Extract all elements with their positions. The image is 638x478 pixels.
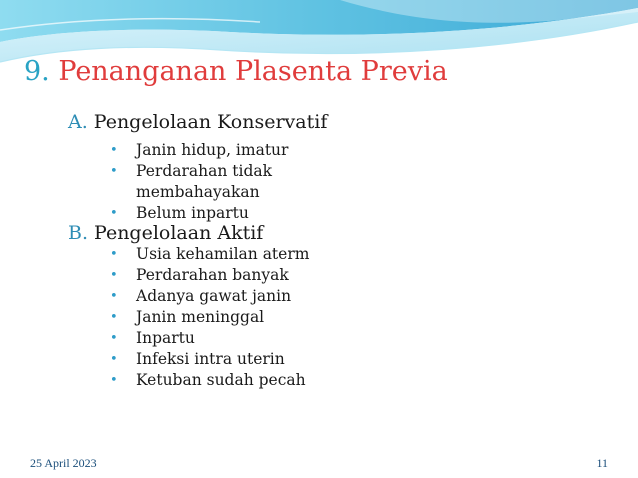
list-item-text: Perdarahan banyak [136, 266, 289, 284]
list-item [110, 161, 336, 203]
list-item-text: Janin meninggal [136, 308, 265, 326]
bullet-dot-icon: • [110, 289, 118, 304]
bullet-dot-icon: • [110, 310, 118, 325]
list-item-text: Usia kehamilan aterm [136, 245, 310, 263]
list-item [110, 349, 336, 370]
bullet-dot-icon: • [110, 373, 118, 388]
list-item [110, 244, 336, 265]
bullet-dot-icon: • [110, 352, 118, 367]
list-item [110, 140, 336, 161]
section-letter-b: B. [68, 222, 89, 244]
bullet-dot-icon: • [110, 331, 118, 346]
section-heading-b [68, 220, 263, 246]
list-item [110, 265, 336, 286]
list-item-text: Belum inpartu [136, 204, 249, 222]
section-title-a: Pengelolaan Konservatif [93, 111, 328, 133]
list-item [110, 307, 336, 328]
bullet-list-a [110, 140, 336, 224]
list-item-text: Janin hidup, imatur [136, 141, 289, 159]
list-item-text: Adanya gawat janin [136, 287, 292, 305]
list-item-text: Inpartu [136, 329, 195, 347]
section-letter-a: A. [68, 111, 88, 133]
bullet-list-b [110, 244, 336, 391]
list-item-text: Infeksi intra uterin [136, 350, 285, 368]
list-item [110, 370, 336, 391]
footer-page-number: 11 [596, 456, 608, 470]
list-item [110, 286, 336, 307]
list-item-text: Ketuban sudah pecah [136, 371, 306, 389]
bullet-dot-icon: • [110, 164, 118, 179]
list-item [110, 328, 336, 349]
list-item-text: Perdarahan tidak membahayakan [136, 162, 273, 201]
slide-title-number: 9. [24, 56, 50, 87]
slide-title-text: Penanganan Plasenta Previa [58, 56, 448, 87]
bullet-dot-icon: • [110, 206, 118, 221]
slide-title [24, 54, 448, 90]
bullet-dot-icon: • [110, 268, 118, 283]
bullet-dot-icon: • [110, 143, 118, 158]
bullet-dot-icon: • [110, 247, 118, 262]
footer-date: 25 April 2023 [30, 456, 97, 470]
section-heading-a [68, 109, 327, 135]
section-title-b: Pengelolaan Aktif [94, 222, 264, 244]
